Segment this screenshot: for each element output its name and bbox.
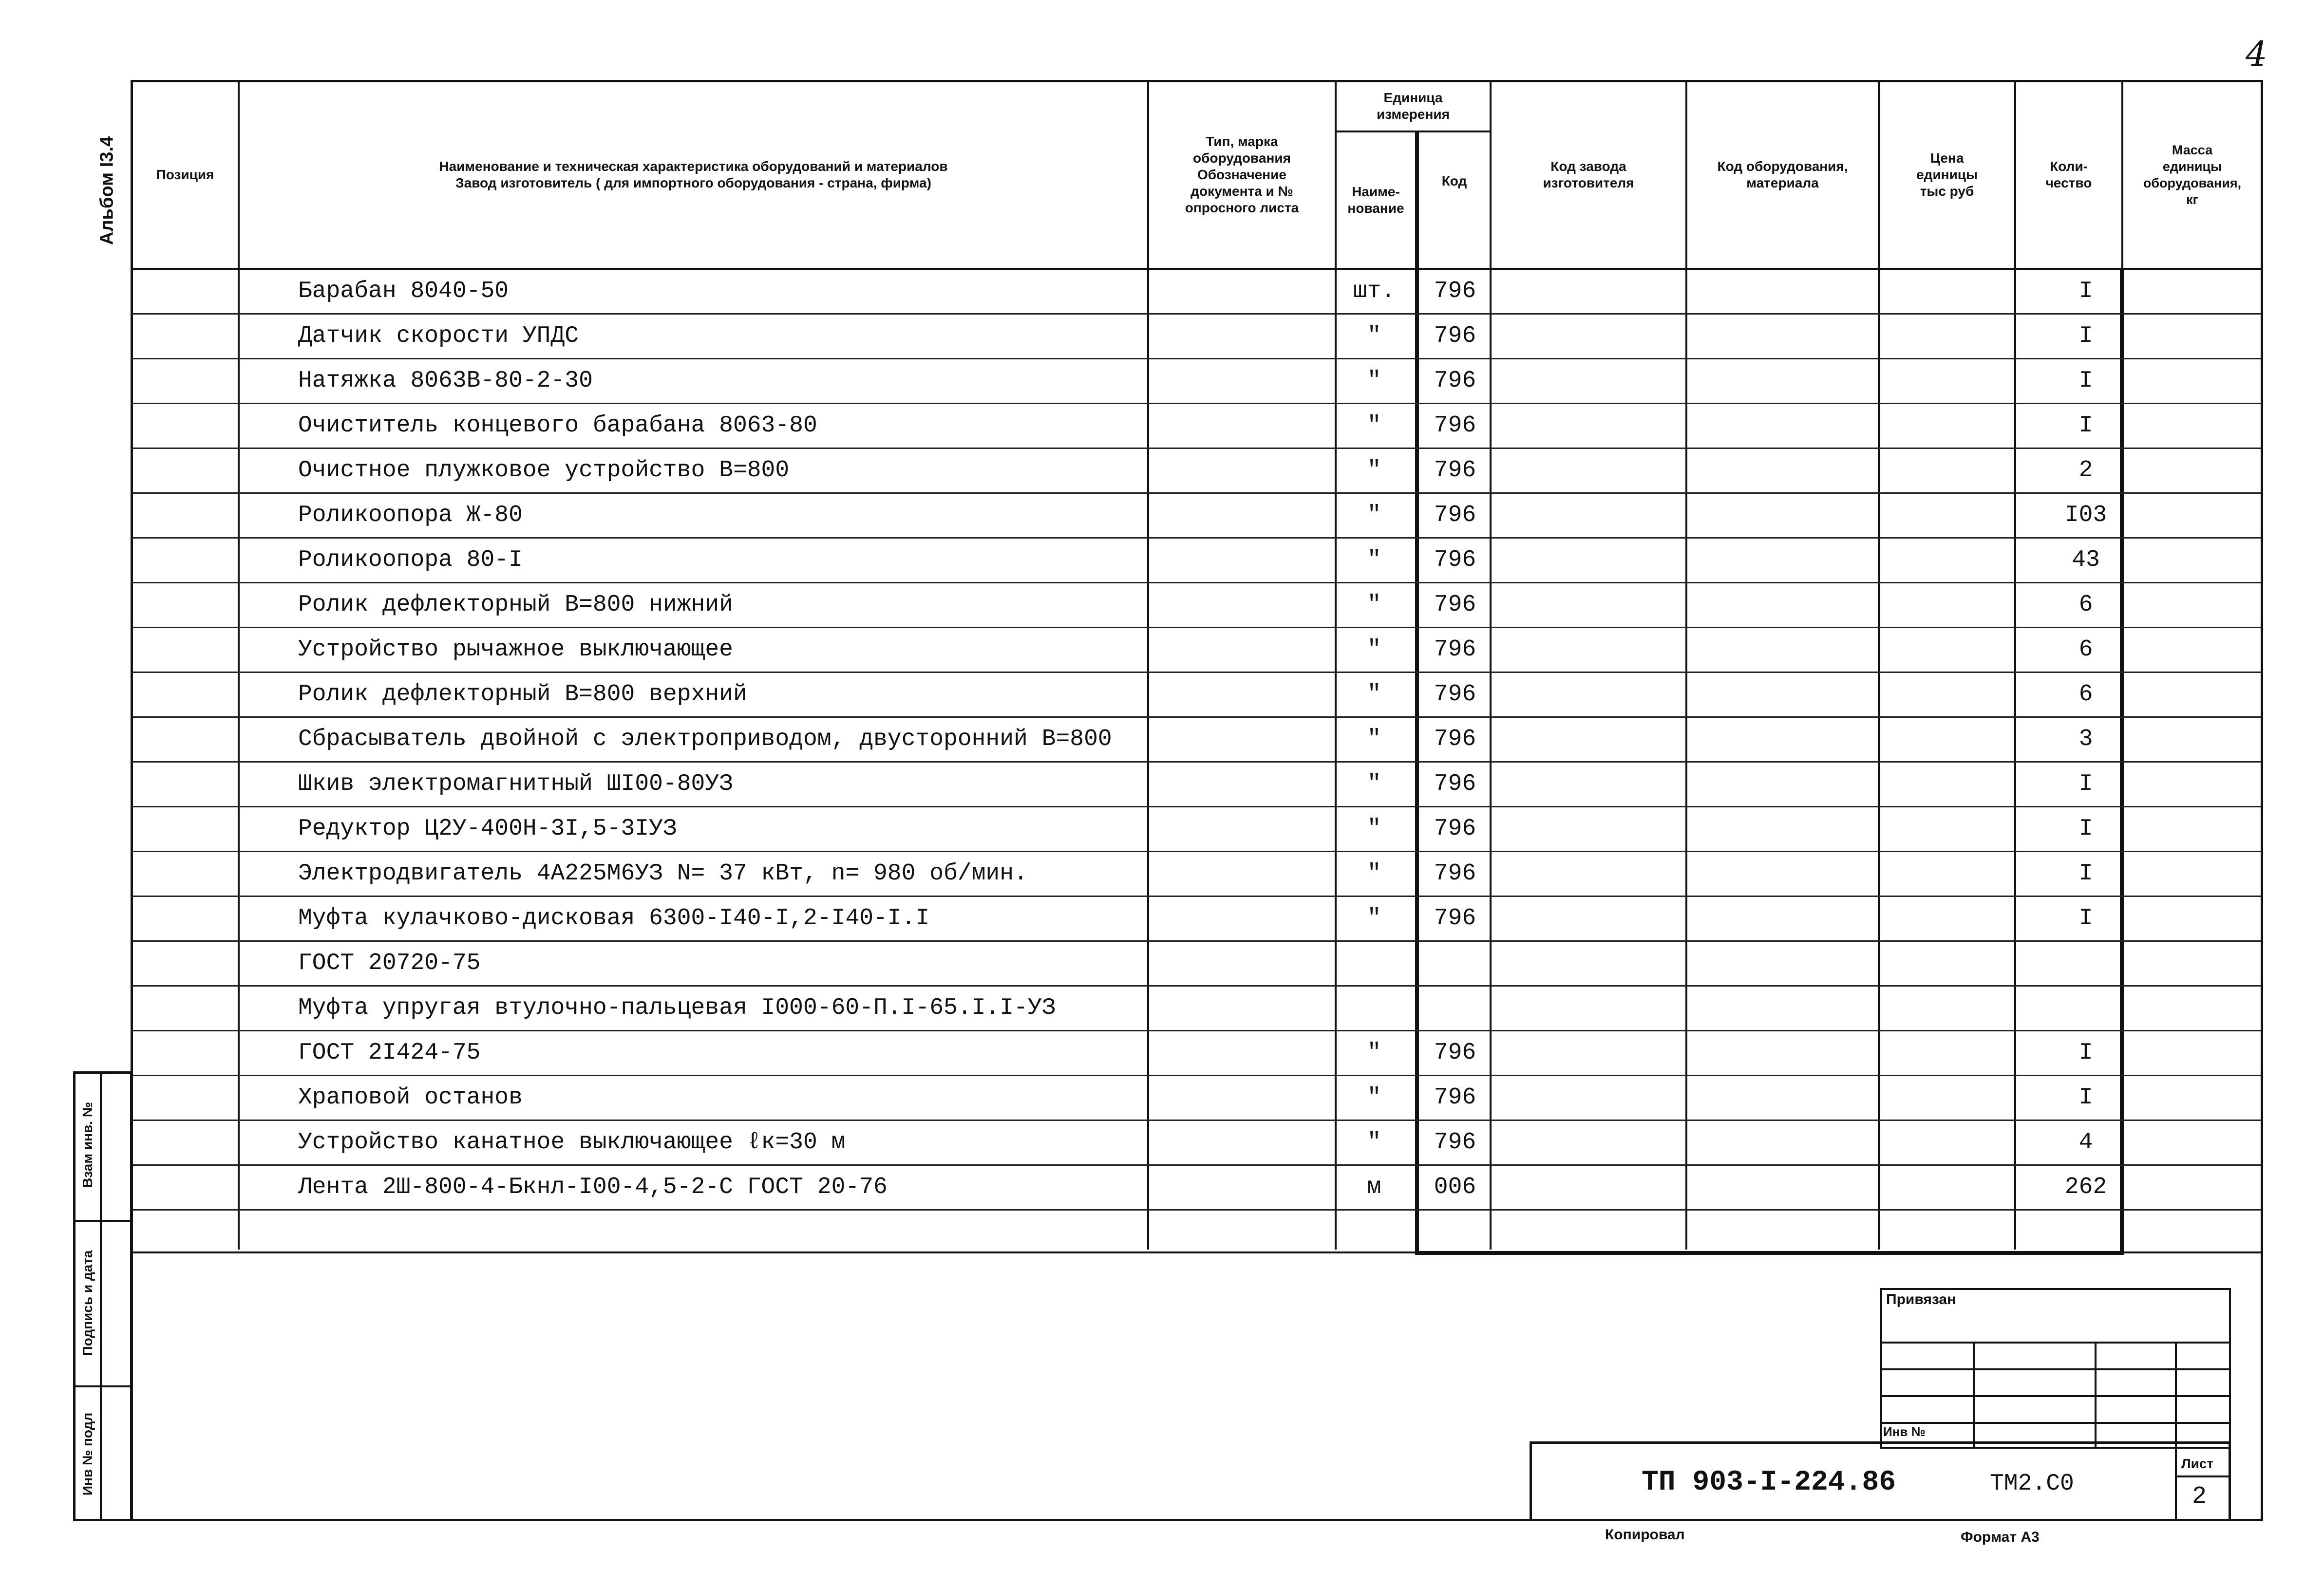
item-code: 796 [1434, 860, 1476, 887]
item-name: Ролик дефлекторный В=800 нижний [298, 592, 733, 618]
item-name: Очистное плужковое устройство В=800 [298, 457, 790, 484]
item-unit: м [1367, 1174, 1381, 1200]
page-number: 4 [2246, 34, 2267, 74]
item-code: 796 [1434, 457, 1476, 484]
item-unit: " [1367, 502, 1381, 528]
item-qty: 6 [2078, 681, 2093, 708]
item-name: Шкив электромагнитный ШI00-80УЗ [298, 771, 733, 797]
list-number: 2 [2192, 1483, 2207, 1511]
table-row [132, 1030, 2255, 1075]
item-unit: " [1367, 816, 1381, 842]
item-qty: I [2078, 368, 2093, 394]
privyazan-col [1973, 1342, 1975, 1449]
item-unit: " [1367, 592, 1381, 618]
item-qty: 3 [2078, 726, 2093, 752]
item-qty: 2 [2078, 457, 2093, 484]
item-code: 796 [1434, 681, 1476, 708]
item-qty: I03 [2064, 502, 2107, 528]
col-header-unit-code: Код [1441, 173, 1467, 188]
table-row [132, 1075, 2255, 1120]
item-name: Храповой останов [298, 1084, 523, 1111]
inv-no-label: Инв № [1883, 1424, 1926, 1439]
item-unit: " [1367, 323, 1381, 349]
list-divider-h [2175, 1475, 2231, 1477]
row-separator [132, 672, 2261, 673]
item-unit: " [1367, 368, 1381, 394]
item-code: 796 [1434, 592, 1476, 618]
sign-date-label: Подпись и дата [80, 1250, 95, 1356]
item-code: 796 [1434, 636, 1476, 663]
sheet-code: ТМ2.С0 [1990, 1471, 2074, 1497]
item-name: ГОСТ 20720-75 [298, 950, 481, 976]
item-name [298, 1210, 1267, 1254]
item-code: 796 [1434, 726, 1476, 752]
item-unit: " [1367, 412, 1381, 439]
row-separator [132, 537, 2261, 539]
item-code: 796 [1434, 1129, 1476, 1156]
privyazan-line [1880, 1422, 2231, 1424]
item-qty: I [2078, 1084, 2093, 1111]
item-unit: " [1367, 1084, 1381, 1111]
item-qty: 6 [2078, 636, 2093, 663]
table-row [132, 358, 2255, 403]
table-row [132, 851, 2255, 896]
table-row [132, 627, 2255, 672]
item-qty: I [2078, 816, 2093, 842]
item-qty: 4 [2078, 1129, 2093, 1156]
item-unit: " [1367, 1129, 1381, 1156]
col-header-name: Наименование и техническая характеристика оборудований и материалов Завод изготовитель ( для импортного оборудования - страна, фирма) [439, 159, 948, 190]
row-separator [132, 1075, 2261, 1076]
item-unit: " [1367, 636, 1381, 663]
item-unit: " [1367, 1040, 1381, 1066]
item-code: 796 [1434, 368, 1476, 394]
item-code: 796 [1434, 1084, 1476, 1111]
table-row [132, 717, 2255, 762]
item-name: Роликоопора 80-I [298, 547, 523, 573]
row-separator [132, 1164, 2261, 1166]
inv-vzam-label: Взам инв. № [80, 1102, 95, 1188]
col-header-unit-name: Наиме- нование [1347, 184, 1404, 216]
row-separator [132, 492, 2261, 494]
list-divider [2175, 1441, 2177, 1521]
table-row [132, 672, 2255, 717]
item-code: 796 [1434, 502, 1476, 528]
row-separator [132, 1120, 2261, 1121]
row-separator [132, 582, 2261, 583]
item-code: 796 [1434, 816, 1476, 842]
row-separator [132, 940, 2261, 942]
item-name: Ролик дефлекторный В=800 верхний [298, 681, 747, 708]
privyazan-line [1880, 1395, 2231, 1397]
item-unit: " [1367, 547, 1381, 573]
item-qty: I [2078, 412, 2093, 439]
row-separator [132, 896, 2261, 897]
table-row [132, 1210, 2255, 1254]
row-separator [132, 1209, 2261, 1211]
album-label: Альбом I3.4 [96, 136, 117, 245]
item-qty: 43 [2072, 547, 2100, 573]
row-separator [132, 806, 2261, 807]
item-qty: I [2078, 1040, 2093, 1066]
item-name: Сбрасыватель двойной с электроприводом, двусторонний В=800 [298, 726, 1112, 752]
row-separator [132, 1030, 2261, 1031]
table-row [132, 448, 2255, 493]
privyazan-col [2175, 1342, 2177, 1449]
table-row [132, 1165, 2255, 1210]
col-header-position: Позиция [156, 167, 214, 182]
item-code: 796 [1434, 1040, 1476, 1066]
col-header-equipment-code: Код оборудования, материала [1717, 159, 1848, 190]
item-qty [2013, 941, 2159, 986]
row-separator [132, 448, 2261, 449]
privyazan-line [1880, 1342, 2231, 1344]
item-name: Датчик скорости УПДС [298, 323, 579, 349]
item-code: 796 [1434, 323, 1476, 349]
row-separator [132, 627, 2261, 628]
item-code: 006 [1434, 1174, 1476, 1200]
inv-podl-label: Инв № подл [80, 1412, 95, 1496]
item-unit [1338, 986, 1411, 1030]
row-separator [132, 403, 2261, 404]
col-header-mass: Масса единицы оборудования, кг [2143, 143, 2242, 207]
item-qty: 6 [2078, 592, 2093, 618]
table-row [132, 762, 2255, 806]
item-unit: " [1367, 860, 1381, 887]
item-code: 796 [1434, 905, 1476, 932]
row-separator [132, 761, 2261, 763]
item-unit: шт. [1353, 278, 1396, 304]
item-name: Муфта кулачково-дисковая 6300-I40-I,2-I40-I.I [298, 905, 930, 932]
item-code: 796 [1434, 547, 1476, 573]
left-strip-inner-line [100, 1071, 102, 1521]
list-label: Лист [2181, 1456, 2214, 1471]
item-qty: I [2078, 771, 2093, 797]
item-unit: " [1367, 905, 1381, 932]
item-name: ГОСТ 2I424-75 [298, 1040, 481, 1066]
item-unit: " [1367, 681, 1381, 708]
format-label: Формат А3 [1961, 1529, 2040, 1545]
item-qty [2013, 1210, 2159, 1254]
item-name: Устройство рычажное выключающее [298, 636, 733, 663]
table-row [132, 538, 2255, 582]
table-row [132, 493, 2255, 538]
row-separator [132, 716, 2261, 718]
item-unit [1338, 941, 1411, 986]
item-code: 796 [1434, 771, 1476, 797]
row-separator [132, 358, 2261, 359]
item-unit: " [1367, 771, 1381, 797]
item-name: Роликоопора Ж-80 [298, 502, 523, 528]
item-name: Лента 2Ш-800-4-Бкнл-I00-4,5-2-С ГОСТ 20-76 [298, 1174, 888, 1200]
row-separator [132, 985, 2261, 987]
item-qty: I [2078, 323, 2093, 349]
item-qty: I [2078, 278, 2093, 304]
item-qty: 262 [2064, 1174, 2107, 1200]
table-bottom-line [132, 1251, 2262, 1253]
row-separator [132, 851, 2261, 852]
designation-text: ТП 903-I-224.86 [1642, 1467, 1896, 1498]
left-strip-divider [73, 1220, 132, 1222]
col-header-quantity: Коли- чество [2045, 159, 2092, 190]
table-row [132, 896, 2255, 941]
item-qty: I [2078, 905, 2093, 932]
privyazan-col [2095, 1342, 2097, 1449]
copied-label: Копировал [1605, 1527, 1685, 1543]
privyazan-line [1880, 1368, 2231, 1370]
item-name: Очиститель концевого барабана 8063-80 [298, 412, 817, 439]
table-row [132, 986, 2255, 1030]
item-unit: " [1367, 457, 1381, 484]
table-row [132, 314, 2255, 358]
table-row [132, 806, 2255, 851]
item-code: 796 [1434, 412, 1476, 439]
col-header-unit-group: Единица измерения [1377, 90, 1450, 122]
privyazan-label: Привязан [1886, 1291, 1956, 1307]
table-row [132, 941, 2255, 986]
row-separator [132, 313, 2261, 315]
item-code [1418, 941, 1492, 986]
col-header-type: Тип, марка оборудования Обозначение документа и № опросного листа [1185, 134, 1299, 215]
item-name: Электродвигатель 4А225М6УЗ N= 37 кВт, n= 980 об/мин. [298, 860, 1028, 887]
item-name: Барабан 8040-50 [298, 278, 509, 304]
item-qty: I [2078, 860, 2093, 887]
table-row [132, 269, 2255, 314]
col-header-plant-code: Код завода изготовителя [1543, 159, 1634, 190]
item-code: 796 [1434, 278, 1476, 304]
item-code [1418, 986, 1492, 1030]
item-code [1418, 1210, 1492, 1254]
table-row [132, 582, 2255, 627]
item-name: Редуктор Ц2У-400Н-3I,5-3IУЗ [298, 816, 677, 842]
item-qty [2013, 986, 2159, 1030]
col-header-price: Цена единицы тыс руб [1916, 150, 1978, 199]
table-row [132, 403, 2255, 448]
item-name: Натяжка 8063В-80-2-30 [298, 368, 593, 394]
item-unit [1338, 1210, 1411, 1254]
item-unit: " [1367, 726, 1381, 752]
item-name: Устройство канатное выключающее ℓк=30 м [298, 1129, 846, 1156]
table-row [132, 1120, 2255, 1165]
item-name: Муфта упругая втулочно-пальцевая I000-60-П.I-65.I.I-УЗ [298, 995, 1056, 1021]
